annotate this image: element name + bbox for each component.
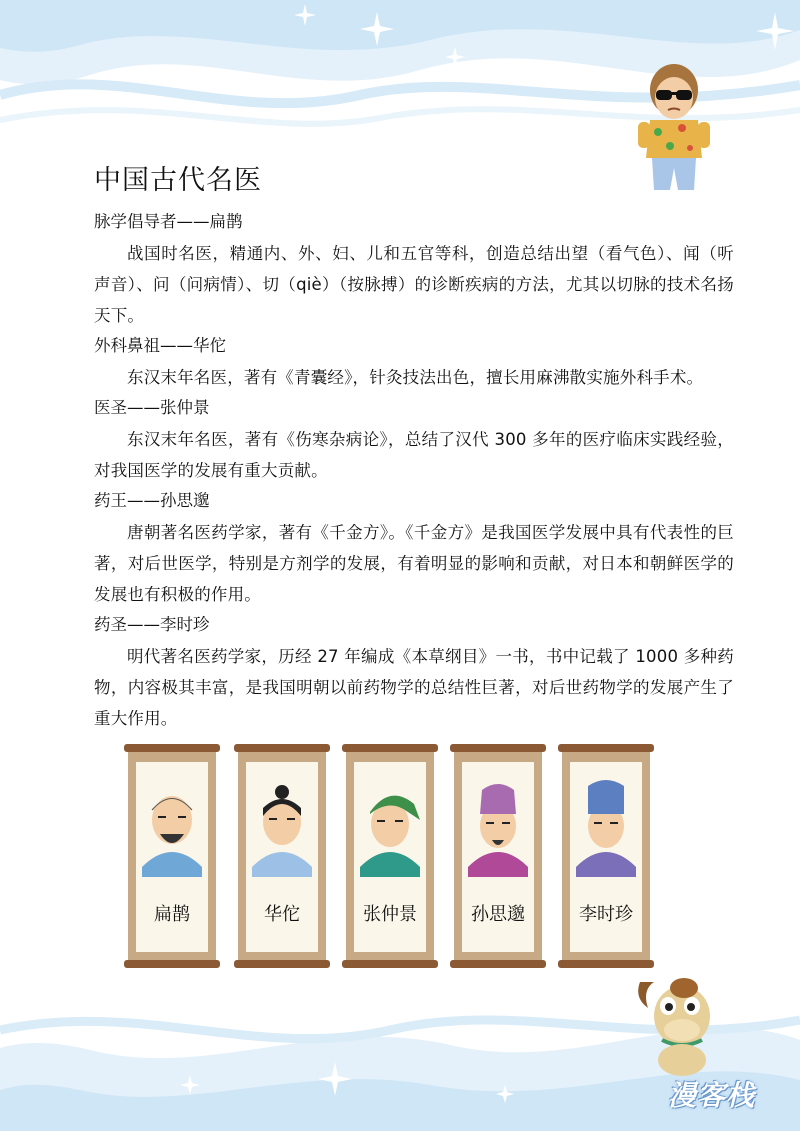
scroll-huatuo [232,742,332,972]
entry-body: 东汉末年名医，著有《伤寒杂病论》，总结了汉代 300 多年的医疗临床实践经验，对我国医学的发展有重大贡献。 [94,430,734,480]
cartoon-man-illustration [630,58,720,198]
entry-body: 明代著名医药学家，历经 27 年编成《本草纲目》一书，书中记载了 1000 多种药物，内容极其丰富，是我国明朝以前药物学的总结性巨著，对后世药物学的发展产生了重大作用。 [94,647,734,728]
entry-body: 唐朝著名医药学家，著有《千金方》。《千金方》是我国医学发展中具有代表性的巨著，对后世医学，特别是方剂学的发展，有着明显的影响和贡献，对日本和朝鲜医学的发展也有积极的作用。 [94,523,734,604]
portrait-scrolls [122,742,662,972]
scroll-label: 张仲景 [363,904,417,925]
site-logo: 漫客栈 [668,1079,756,1112]
entry-huatuo [94,333,734,393]
scroll-lishizhen [556,742,656,972]
entry-heading: 医圣——张仲景 [94,398,210,417]
entry-sunsimiao [94,488,734,610]
entry-lishizhen [94,612,734,734]
entry-heading: 药王——孙思邈 [94,491,210,510]
entries-list [94,207,734,736]
entry-heading: 药圣——李时珍 [94,615,210,634]
scroll-label: 李时珍 [579,904,633,925]
entry-bianque [94,209,734,331]
entry-body: 东汉末年名医，著有《青囊经》，针灸技法出色，擅长用麻沸散实施外科手术。 [127,368,704,387]
portrait-zhangzhongjing-icon [340,742,440,972]
scroll-sunsimiao [448,742,548,972]
entry-heading: 外科鼻祖——华佗 [94,336,226,355]
entry-body: 战国时名医，精通内、外、妇、儿和五官等科，创造总结出望（看气色）、闻（听声音）、问（问病情）、切（qiè）（按脉搏）的诊断疾病的方法，尤其以切脉的技术名扬天下。 [94,244,734,325]
entry-zhangzhongjing [94,395,734,486]
portrait-lishizhen-icon [556,742,656,972]
portrait-huatuo-icon [232,742,332,972]
scroll-label: 孙思邈 [471,904,525,925]
entry-heading: 脉学倡导者——扁鹊 [94,212,243,231]
portrait-sunsimiao-icon [448,742,548,972]
scroll-label: 扁鹊 [154,904,190,925]
scroll-bianque [122,742,222,972]
cartoon-horse-illustration [632,968,724,1078]
scroll-label: 华佗 [264,904,300,925]
portrait-bianque-icon [122,742,222,972]
scroll-zhangzhongjing [340,742,440,972]
page-title: 中国古代名医 [94,165,262,196]
